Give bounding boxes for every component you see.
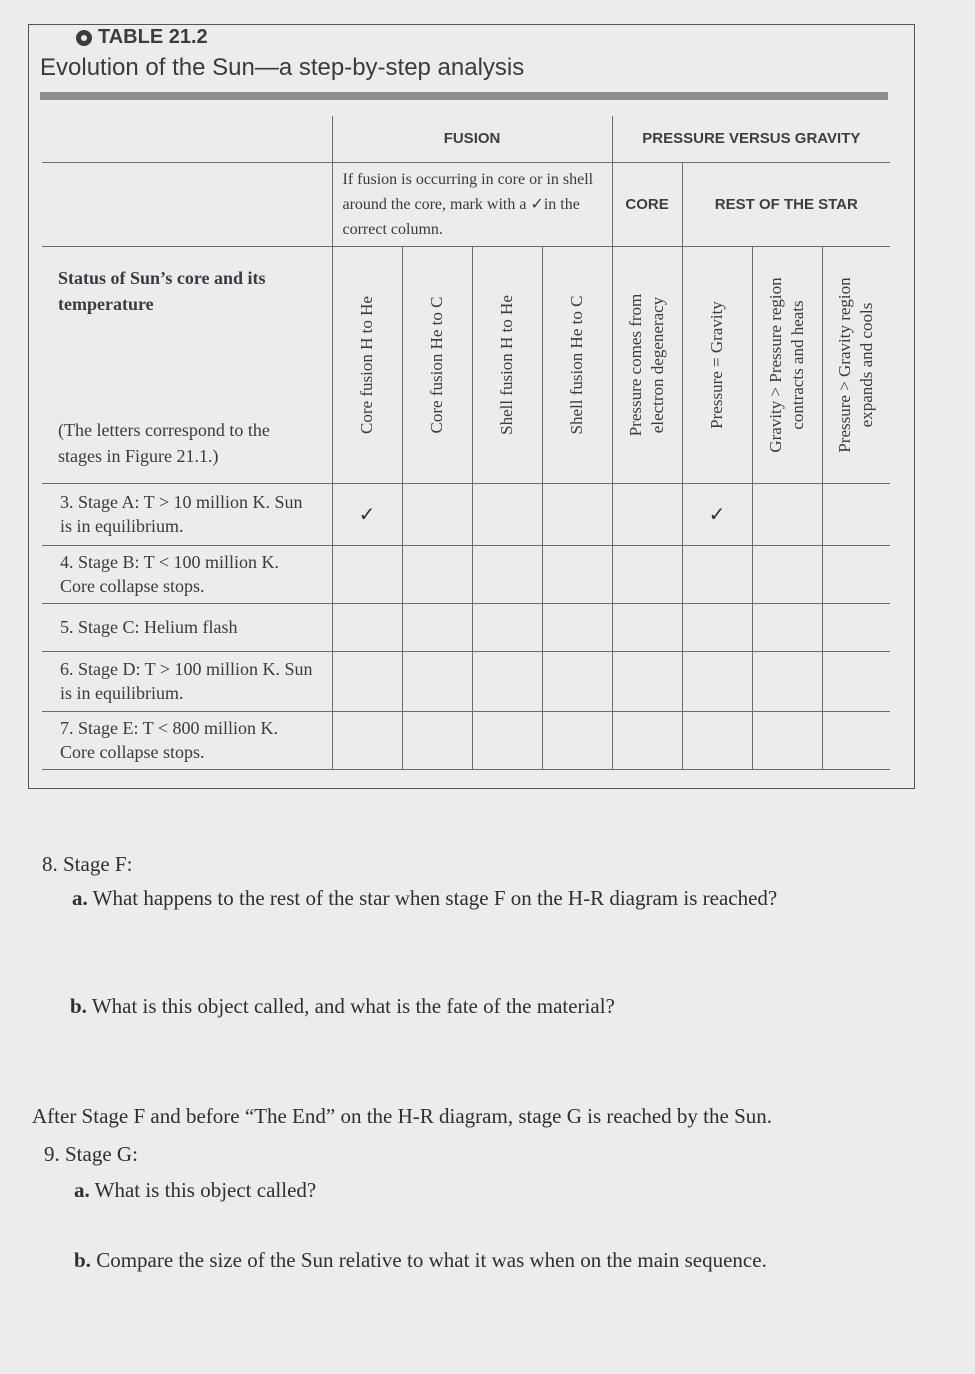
answer-cell[interactable] bbox=[542, 483, 612, 545]
col-header: Core fusion H to He bbox=[357, 295, 376, 434]
answer-cell[interactable]: ✓ bbox=[332, 483, 402, 545]
fusion-instruction: If fusion is occurring in core or in shell around the core, mark with a ✓in the correct column. bbox=[332, 162, 612, 246]
fusion-header: FUSION bbox=[332, 116, 612, 162]
answer-cell[interactable] bbox=[612, 711, 682, 769]
answer-cell[interactable] bbox=[752, 603, 822, 651]
question-9b bbox=[74, 1248, 767, 1273]
col-header: Pressure comes from electron degeneracy bbox=[626, 293, 668, 436]
answer-cell[interactable] bbox=[472, 603, 542, 651]
answer-cell[interactable] bbox=[612, 651, 682, 711]
table-row bbox=[42, 651, 890, 711]
answer-cell[interactable] bbox=[822, 545, 890, 603]
question-9: 9. Stage G: bbox=[44, 1142, 138, 1166]
answer-cell[interactable] bbox=[822, 651, 890, 711]
pressure-vs-gravity-header: PRESSURE VERSUS GRAVITY bbox=[612, 116, 890, 162]
status-header bbox=[42, 246, 332, 483]
question-text: What is this object called, and what is the fate of the material? bbox=[91, 994, 615, 1018]
intro-stage-g: After Stage F and before “The End” on the H-R diagram, stage G is reached by the Sun. bbox=[32, 1104, 773, 1128]
col-header: Gravity > Pressure region contracts and heats bbox=[766, 276, 808, 453]
title-rule bbox=[40, 92, 888, 100]
col-header: Shell fusion He to C bbox=[567, 295, 587, 434]
question-letter: a. bbox=[72, 886, 88, 910]
core-header: CORE bbox=[612, 162, 682, 246]
rest-of-star-header: REST OF THE STAR bbox=[682, 162, 890, 246]
answer-cell[interactable] bbox=[822, 483, 890, 545]
col-header: Core fusion He to C bbox=[427, 296, 446, 433]
table-row bbox=[42, 545, 890, 603]
answer-cell[interactable] bbox=[752, 651, 822, 711]
question-letter: b. bbox=[70, 994, 87, 1018]
answer-cell[interactable] bbox=[822, 711, 890, 769]
question-text: What is this object called? bbox=[94, 1178, 317, 1202]
question-8b bbox=[70, 994, 615, 1019]
table-number: TABLE 21.2 bbox=[98, 26, 208, 48]
answer-cell[interactable] bbox=[402, 711, 472, 769]
col-header: Shell fusion H to He bbox=[497, 294, 516, 435]
table-title: Evolution of the Sun—a step-by-step analysis bbox=[40, 54, 525, 81]
answer-cell[interactable] bbox=[682, 651, 752, 711]
answer-cell[interactable] bbox=[542, 603, 612, 651]
answer-cell[interactable] bbox=[472, 651, 542, 711]
answer-cell[interactable] bbox=[402, 651, 472, 711]
question-letter: b. bbox=[74, 1248, 91, 1272]
question-8: 8. Stage F: bbox=[42, 852, 133, 876]
answer-cell[interactable] bbox=[752, 545, 822, 603]
row-label: 3. Stage A: T > 10 million K. Sun is in equilibrium. bbox=[42, 483, 332, 545]
answer-cell[interactable] bbox=[402, 603, 472, 651]
answer-cell[interactable] bbox=[612, 483, 682, 545]
question-9a bbox=[74, 1178, 316, 1203]
answer-cell[interactable] bbox=[542, 711, 612, 769]
question-letter: a. bbox=[74, 1178, 90, 1202]
table-label bbox=[74, 26, 216, 49]
question-8a bbox=[72, 886, 777, 911]
blank-cell bbox=[42, 162, 332, 246]
answer-cell[interactable] bbox=[682, 603, 752, 651]
table-row bbox=[42, 483, 890, 545]
answer-cell[interactable] bbox=[402, 545, 472, 603]
answer-cell[interactable] bbox=[332, 651, 402, 711]
answer-cell[interactable] bbox=[752, 483, 822, 545]
row-label: 4. Stage B: T < 100 million K. Core collapse stops. bbox=[42, 545, 332, 603]
question-text: Compare the size of the Sun relative to what it was when on the main sequence. bbox=[96, 1248, 767, 1272]
answer-cell[interactable] bbox=[332, 545, 402, 603]
status-note: (The letters correspond to the stages in Figure 21.1.) bbox=[58, 419, 270, 466]
status-title: Status of Sun’s core and its temperature bbox=[58, 267, 266, 314]
row-label: 6. Stage D: T > 100 million K. Sun is in equilibrium. bbox=[42, 651, 332, 711]
answer-cell[interactable] bbox=[612, 545, 682, 603]
answer-cell[interactable] bbox=[542, 545, 612, 603]
answer-cell[interactable] bbox=[612, 603, 682, 651]
answer-cell[interactable] bbox=[472, 545, 542, 603]
row-label: 7. Stage E: T < 800 million K. Core collapse stops. bbox=[42, 711, 332, 769]
answer-cell[interactable] bbox=[332, 711, 402, 769]
answer-cell[interactable] bbox=[752, 711, 822, 769]
blank-corner bbox=[42, 116, 332, 162]
answer-cell[interactable] bbox=[472, 711, 542, 769]
answer-cell[interactable] bbox=[472, 483, 542, 545]
answer-cell[interactable] bbox=[332, 603, 402, 651]
answer-cell[interactable] bbox=[402, 483, 472, 545]
answer-cell[interactable] bbox=[682, 545, 752, 603]
row-label: 5. Stage C: Helium flash bbox=[42, 603, 332, 651]
answer-cell[interactable] bbox=[542, 651, 612, 711]
col-header: Pressure = Gravity bbox=[707, 300, 727, 429]
evolution-table bbox=[42, 116, 890, 770]
answer-cell[interactable] bbox=[822, 603, 890, 651]
col-header: Pressure > Gravity region expands and cools bbox=[835, 276, 877, 453]
bullet-icon bbox=[76, 30, 92, 46]
answer-cell[interactable] bbox=[682, 711, 752, 769]
table-row bbox=[42, 603, 890, 651]
question-text: What happens to the rest of the star when stage F on the H-R diagram is reached? bbox=[92, 886, 778, 910]
table-row bbox=[42, 711, 890, 769]
answer-cell[interactable]: ✓ bbox=[682, 483, 752, 545]
